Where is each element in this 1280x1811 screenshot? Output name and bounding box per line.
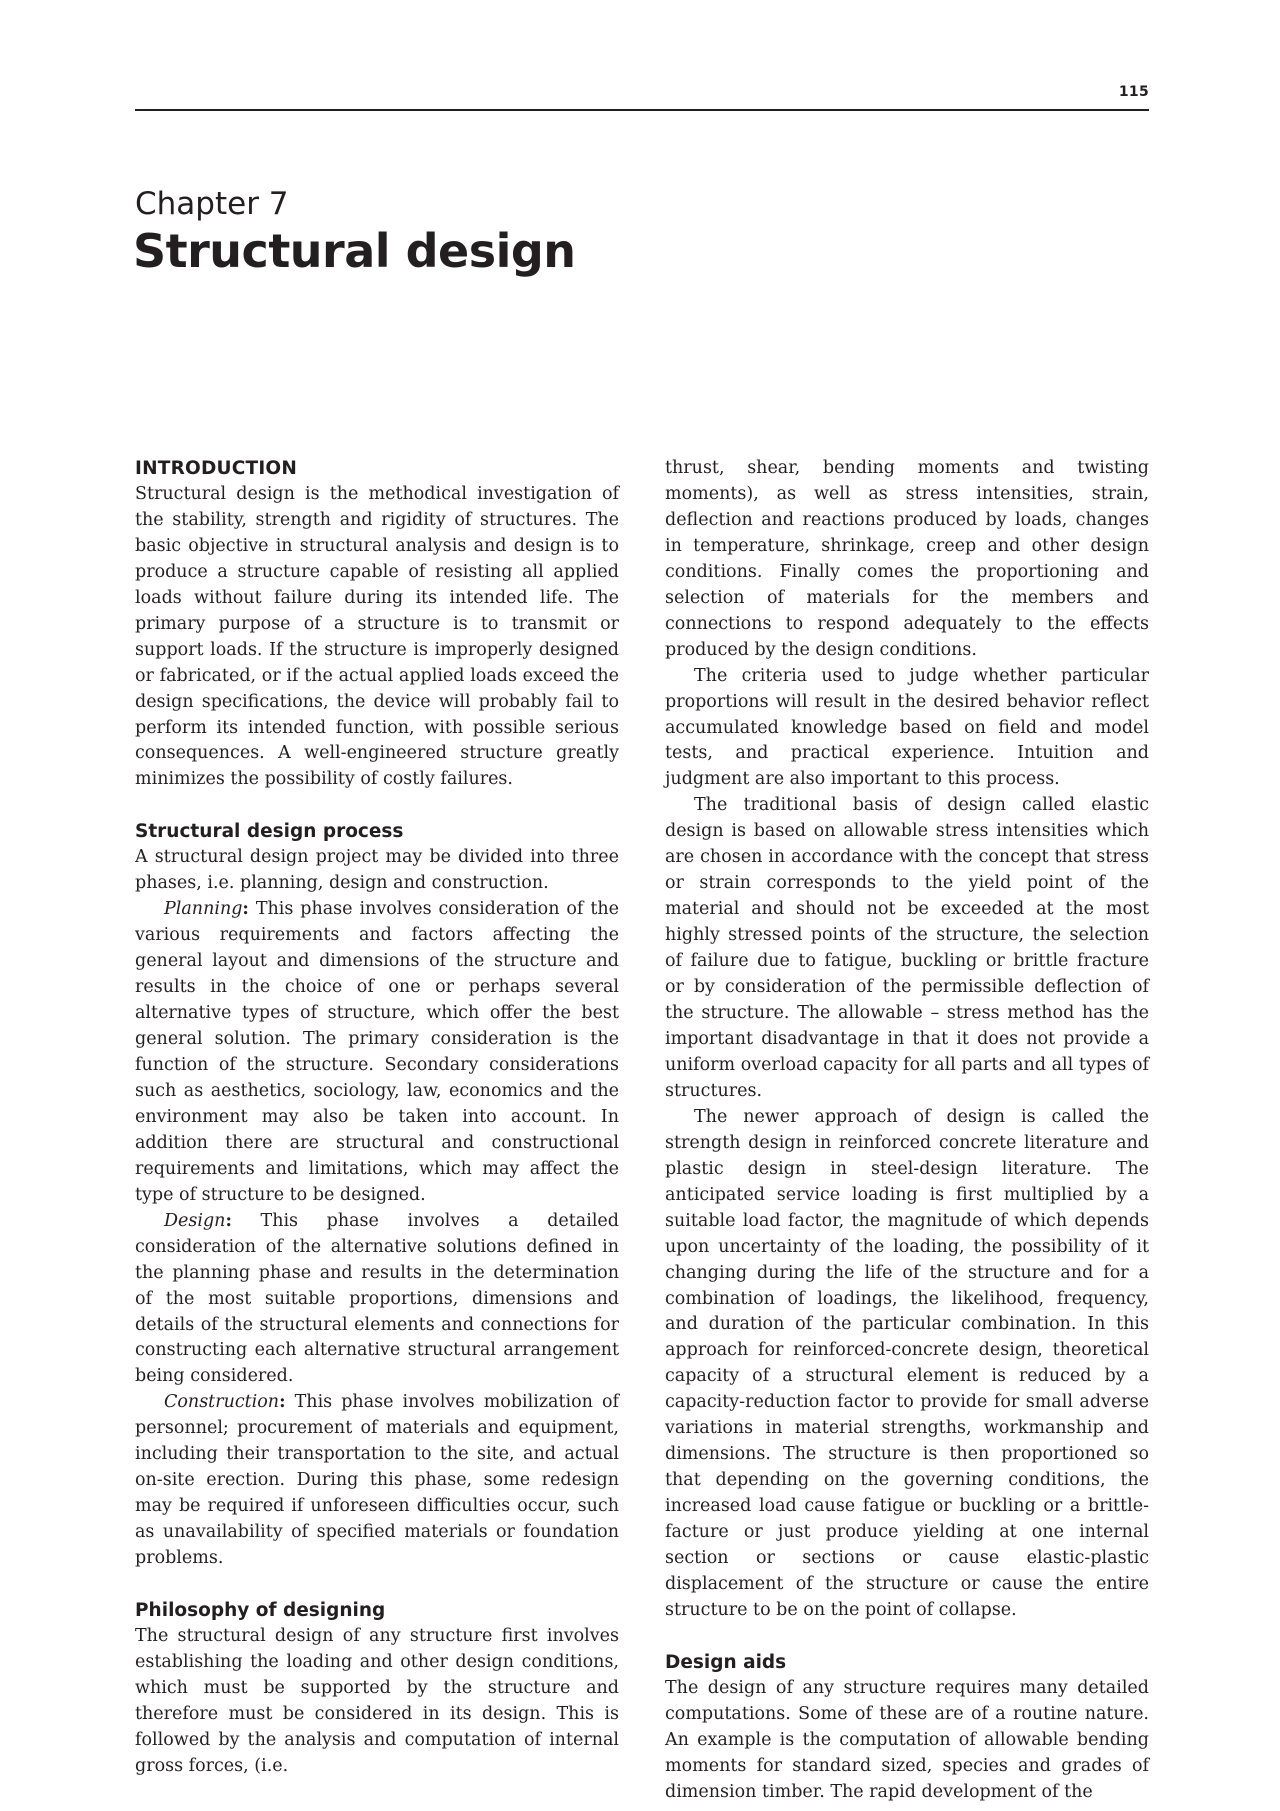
header-rule bbox=[135, 109, 1149, 111]
design-term: Design bbox=[164, 1210, 226, 1231]
elastic-design-paragraph: The traditional basis of design called elastic design is based on allowable stress intensities which are chosen in accordance with the concept that stress or strain corresponds to the yield point of the material and should not be exceeded at the most highly stressed points of the structure, the selection of failure due to fatigue, buckling or brittle fracture or by consideration of the permissible deflection of the structure. The allowable – stress method has the important disadvantage in that it does not provide a uniform overload capacity for all parts and all types of structures. bbox=[665, 795, 1149, 1101]
planning-term: Planning bbox=[164, 899, 243, 920]
chapter-label: Chapter 7 bbox=[135, 186, 289, 222]
process-paragraph: A structural design project may be divided into three phases, i.e. planning, design and construction. bbox=[135, 847, 619, 894]
introduction-paragraph: Structural design is the methodical investigation of the stability, strength and rigidity of structures. The basic objective in structural analysis and design is to produce a structure capable of resisting all applied loads without failure during its intended life. The primary purpose of a structure is to transmit or support loads. If the structure is improperly designed or fabricated, or if the actual applied loads exceed the design specifications, the device will probably fail to perform its intended function, with possible serious consequences. A well-engineered structure greatly minimizes the possibility of costly failures. bbox=[135, 483, 619, 790]
chapter-title: Structural design bbox=[133, 224, 576, 278]
planning-paragraph bbox=[135, 897, 619, 1208]
design-paragraph bbox=[135, 1209, 619, 1391]
process-heading: Structural design process bbox=[135, 821, 404, 843]
planning-colon: : bbox=[242, 899, 249, 920]
philosophy-paragraph: The structural design of any structure first involves establishing the loading and other design conditions, which must be supported by the structure and therefore must be considered in its design. This is followed by the analysis and computation of internal gross forces, (i.e. bbox=[135, 1625, 619, 1776]
design-aids-paragraph: The design of any structure requires many detailed computations. Some of these are of a routine nature. An example is the computation of allowable bending moments for standard sized, species and grades of dimension timber. The rapid development of the bbox=[665, 1677, 1149, 1802]
design-aids-heading: Design aids bbox=[665, 1651, 787, 1673]
introduction-heading: INTRODUCTION bbox=[135, 458, 298, 479]
construction-term: Construction bbox=[164, 1392, 280, 1413]
design-text: This phase involves a detailed consideration of the alternative solutions defined in the planning phase and results in the determination of the most suitable proportions, dimensions and details of the structural elements and connections for constructing each alternative structural arrangement being considered. bbox=[135, 1210, 619, 1387]
construction-colon: : bbox=[279, 1392, 286, 1413]
design-colon: : bbox=[225, 1210, 232, 1231]
criteria-paragraph: The criteria used to judge whether particular proportions will result in the desired behavior reflect accumulated knowledge based on field and model tests, and practical experience. Intuition and judgment are also important to this process. bbox=[665, 665, 1149, 790]
page-number: 115 bbox=[1118, 84, 1149, 100]
construction-paragraph bbox=[135, 1390, 619, 1572]
left-column bbox=[135, 456, 619, 1780]
philosophy-heading: Philosophy of designing bbox=[135, 1600, 386, 1622]
strength-design-paragraph: The newer approach of design is called the strength design in reinforced concrete literature and plastic design in steel-design literature. The anticipated service loading is first multiplied by a suitable load factor, the magnitude of which depends upon uncertainty of the loading, the possibility of it changing during the life of the structure and for a combination of loadings, the likelihood, frequency, and duration of the particular combination. In this approach for reinforced-concrete design, theoretical capacity of a structural element is reduced by a capacity-reduction factor to provide for small adverse variations in material strengths, workmanship and dimensions. The structure is then proportioned so that depending on the governing conditions, the increased load cause fatigue or buckling or a brittle-facture or just produce yielding at one internal section or sections or cause elastic-plastic displacement of the structure or cause the entire structure to be on the point of collapse. bbox=[665, 1106, 1149, 1620]
planning-text: This phase involves consideration of the various requirements and factors affecting the general layout and dimensions of the structure and results in the choice of one or perhaps several alternative types of structure, which offer the best general solution. The primary consideration is the function of the structure. Secondary considerations such as aesthetics, sociology, law, economics and the environment may also be taken into account. In addition there are structural and constructional requirements and limitations, which may affect the type of structure to be designed. bbox=[135, 899, 619, 1205]
right-column bbox=[665, 456, 1149, 1806]
construction-text: This phase involves mobilization of personnel; procurement of materials and equipment, including their transportation to the site, and actual on-site erection. During this phase, some redesign may be required if unforeseen difficulties occur, such as unavailability of specified materials or foundation problems. bbox=[135, 1392, 619, 1569]
philosophy-continued-paragraph: thrust, shear, bending moments and twisting moments), as well as stress intensities, strain, deflection and reactions produced by loads, changes in temperature, shrinkage, creep and other design conditions. Finally comes the proportioning and selection of materials for the members and connections to respond adequately to the effects produced by the design conditions. bbox=[665, 458, 1149, 660]
